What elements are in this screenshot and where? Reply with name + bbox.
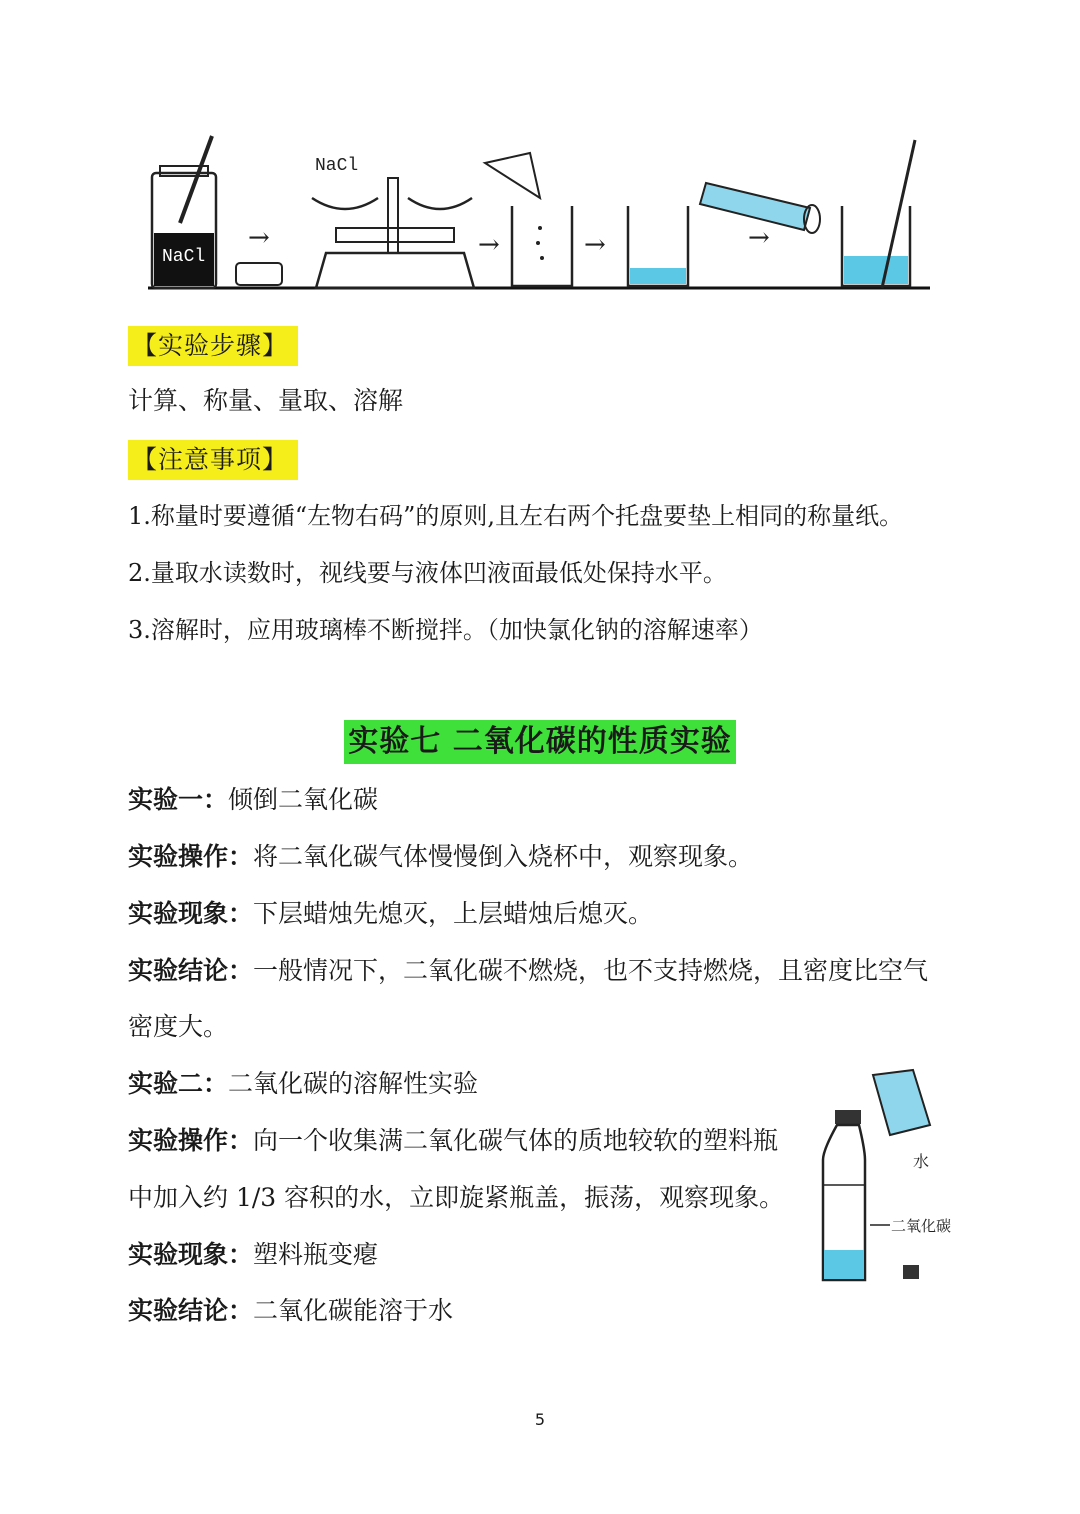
beaker-icon bbox=[628, 206, 688, 286]
beaker-icon bbox=[842, 140, 915, 288]
notes-tag: 【注意事项】 bbox=[128, 440, 298, 480]
co2-label: 二氧化碳 bbox=[891, 1217, 952, 1235]
steps-content: 计算、称量、量取、溶解 bbox=[128, 386, 404, 415]
nacl-label: NaCl bbox=[315, 156, 359, 176]
note-item: 1.称量时要遵循“左物右码”的原则,且左右两个托盘要垫上相同的称量纸。 bbox=[128, 502, 904, 530]
exp1-conclusion: 实验结论：一般情况下，二氧化碳不燃烧，也不支持燃烧，且密度比空气 bbox=[128, 956, 929, 985]
reagent-jar-icon bbox=[152, 136, 216, 288]
svg-text:→: → bbox=[478, 230, 500, 260]
exp2-line: 实验二：二氧化碳的溶解性实验 bbox=[128, 1069, 479, 1098]
exp2-operation: 实验操作：向一个收集满二氧化碳气体的质地较软的塑料瓶 bbox=[128, 1126, 779, 1155]
exp1-conclusion-cont: 密度大。 bbox=[128, 1012, 229, 1041]
exp1-operation: 实验操作：将二氧化碳气体慢慢倒入烧杯中，观察现象。 bbox=[128, 842, 754, 871]
exp1-phenomenon: 实验现象：下层蜡烛先熄灭，上层蜡烛后熄灭。 bbox=[128, 899, 654, 928]
jar-label: NaCl bbox=[162, 247, 206, 267]
experiment-title: 实验七 二氧化碳的性质实验 bbox=[344, 720, 735, 764]
bottle-cap-icon bbox=[903, 1265, 919, 1279]
plastic-bottle-figure bbox=[815, 1065, 975, 1290]
exp2-phenomenon: 实验现象：塑料瓶变瘪 bbox=[128, 1240, 379, 1269]
page-number: 5 bbox=[534, 1410, 546, 1429]
exp1-line: 实验一：倾倒二氧化碳 bbox=[128, 785, 379, 814]
balance-icon bbox=[312, 156, 474, 288]
exp2-operation-cont: 中加入约 1/3 容积的水，立即旋紧瓶盖，振荡，观察现象。 bbox=[128, 1183, 785, 1212]
water-label: 水 bbox=[913, 1152, 930, 1171]
steps-tag: 【实验步骤】 bbox=[128, 326, 298, 366]
note-item: 3.溶解时，应用玻璃棒不断搅拌。（加快氯化钠的溶解速率） bbox=[128, 616, 763, 644]
exp2-conclusion: 实验结论：二氧化碳能溶于水 bbox=[128, 1296, 454, 1325]
svg-text:→: → bbox=[748, 223, 770, 253]
solution-preparation-figure bbox=[140, 128, 940, 298]
svg-text:→: → bbox=[584, 230, 606, 260]
svg-text:→: → bbox=[248, 223, 270, 253]
note-item: 2.量取水读数时，视线要与液体凹液面最低处保持水平。 bbox=[128, 559, 727, 587]
beaker-icon bbox=[485, 153, 572, 286]
